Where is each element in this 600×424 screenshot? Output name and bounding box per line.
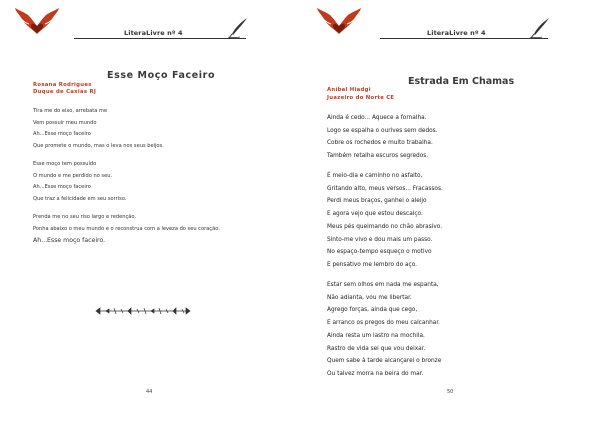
verse-line: Logo se espalha o ourives sem dedos. — [327, 127, 438, 134]
right-page — [300, 0, 600, 424]
poem-title: Esse Moço Faceiro — [107, 70, 216, 81]
header-rule — [380, 38, 548, 39]
ornament-divider — [94, 306, 192, 316]
verse-line: Vem possuir meu mundo — [33, 119, 97, 126]
verse-line: Ainda é cedo... Aquece a fornalha. — [327, 115, 427, 121]
stanza — [33, 159, 288, 206]
stanza — [33, 106, 288, 153]
verse-line: Ponha abaixo o meu mundo e o reconstrua com a leveza do seu coração. — [33, 225, 220, 232]
poem-place: Duque de Caxias RJ — [33, 89, 97, 95]
page-number: 50 — [447, 389, 454, 395]
poem-author: Aníbal Hiadgi — [327, 87, 371, 93]
verse-line: E pensativo me lembro do aço. — [327, 261, 418, 268]
verse-line: Rastro de vida sei que vou deixar. — [327, 345, 426, 352]
magazine-brand: LiteraLivre nº 4 — [427, 29, 486, 37]
verse-line: Que promete o mundo, mas o leva nos seus beijos. — [33, 143, 164, 150]
verse-line: Prenda me no seu riso largo e redenção. — [33, 214, 137, 220]
verse-line: Gritando alto, meus versos... Fracassos. — [327, 185, 443, 192]
stanza — [327, 170, 582, 272]
quill-pen-icon — [226, 16, 250, 40]
verse-line: Que traz a felicidade em seu sorriso. — [33, 196, 127, 203]
verse-line: Quem sabe à tarde alcançarei o bronze — [327, 358, 442, 365]
winged-heart-icon — [14, 6, 60, 36]
verse-line: Esse moço tem possuído — [33, 161, 97, 167]
page-number: 44 — [146, 389, 153, 395]
winged-heart-icon — [316, 6, 362, 36]
verse-line: Cobre os rochedos e muito trabalha. — [327, 140, 433, 147]
verse-line: Ah...Esse moço faceiro. — [33, 237, 106, 245]
magazine-brand: LiteraLivre nº 4 — [124, 29, 183, 37]
verse-line: Sinto-me vivo e dou mais um passo. — [327, 236, 433, 243]
poem-place: Juazeiro do Norte CE — [327, 95, 395, 101]
verse-line: Ainda resta um lastro na mochila. — [327, 332, 425, 339]
verse-line: Meus pés queimando no chão abrasivo. — [327, 223, 443, 230]
verse-line: Ou talvez morra na beira do mar. — [327, 370, 424, 377]
verse-line: É meio-dia e caminho no asfalto, — [327, 173, 423, 179]
poem-title: Estrada Em Chamas — [408, 76, 515, 87]
verse-line: Perdi meus braços, ganhei o aleijo — [327, 198, 427, 205]
verse-line: Estar sem olhos em nada me espanta, — [327, 282, 439, 288]
verse-line: Ah...Esse moço faceiro — [33, 184, 91, 191]
verse-line: No espaço-tempo esqueço o motivo — [327, 249, 432, 256]
stanza — [327, 112, 582, 163]
verse-line: Não adianta, vou me libertar. — [327, 294, 412, 301]
verse-line: Agrego forças, ainda que cego, — [327, 307, 418, 314]
poem-author: Rosana Rodrigues — [33, 82, 92, 88]
stanza — [33, 212, 288, 247]
stanza — [327, 279, 582, 381]
verse-line: Também retalha escuros segredos. — [327, 153, 429, 160]
verse-line: O mundo e me perdido no seu. — [33, 172, 113, 179]
verse-line: E agora vejo que estou descalço. — [327, 211, 423, 218]
header-rule — [74, 38, 246, 39]
verse-line: Tira me do eixo, arrebata me — [33, 108, 108, 114]
verse-line: Ah...Esse moço faceiro — [33, 131, 91, 138]
verse-line: E arranco os pregos do meu calcanhar. — [327, 320, 441, 327]
quill-pen-icon — [528, 16, 552, 40]
